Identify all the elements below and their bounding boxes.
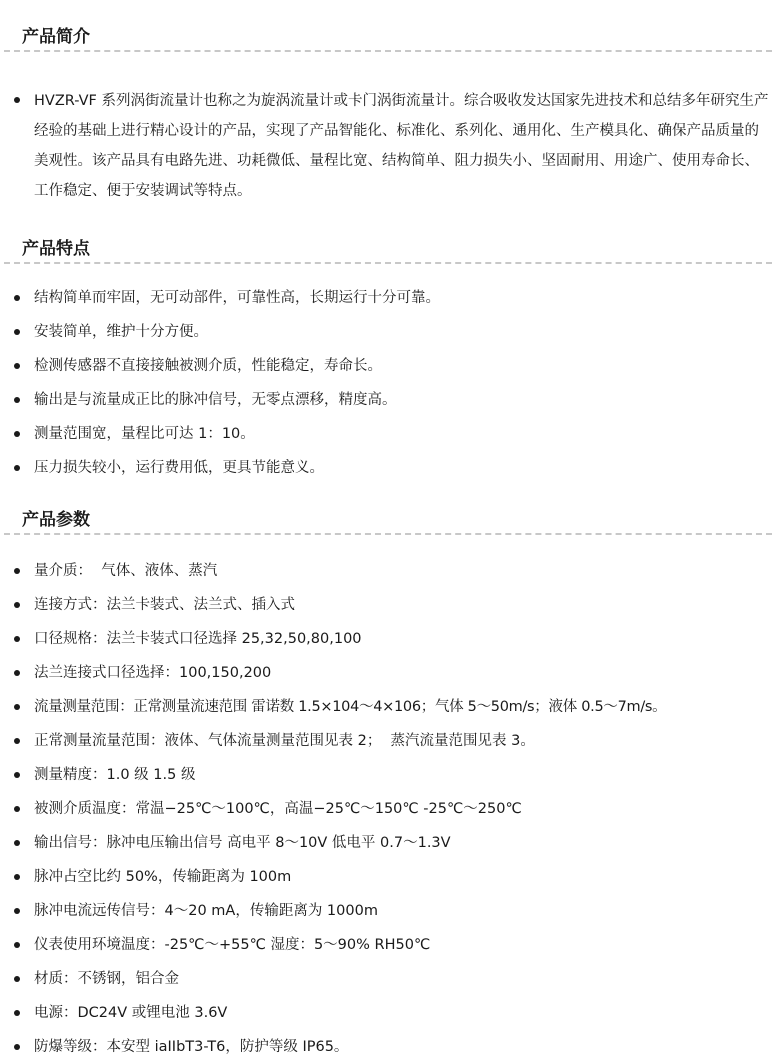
list-item-text: 正常测量流量范围：液体、气体流量测量范围见表 2； 蒸汽流量范围见表 3。 — [34, 733, 535, 749]
bullet-icon — [14, 806, 20, 812]
bullet-icon — [14, 874, 20, 880]
list-item-text: 输出是与流量成正比的脉冲信号，无零点漂移，精度高。 — [34, 392, 397, 408]
bullet-icon — [14, 97, 20, 103]
bullet-icon — [14, 465, 20, 471]
dashed-divider — [4, 533, 772, 535]
list-item — [0, 656, 776, 690]
list-item — [0, 281, 776, 315]
list-item-text: 测量范围宽，量程比可达 1：10。 — [34, 426, 255, 442]
section-product-intro — [0, 0, 776, 208]
list-item — [0, 315, 776, 349]
list-item — [0, 792, 776, 826]
bullet-icon — [14, 840, 20, 846]
bullet-icon — [14, 329, 20, 335]
bullet-icon — [14, 942, 20, 948]
dashed-divider — [4, 262, 772, 264]
bullet-icon — [14, 1044, 20, 1050]
list-item-text: 被测介质温度：常温−25℃～100℃，高温−25℃～150℃ -25℃～250℃ — [34, 801, 522, 817]
bullet-icon — [14, 363, 20, 369]
section-product-features — [0, 236, 776, 485]
section-product-parameters — [0, 507, 776, 1064]
bullet-icon — [14, 431, 20, 437]
list-item — [0, 349, 776, 383]
list-item — [0, 860, 776, 894]
list-item — [0, 758, 776, 792]
list-item-text: 防爆等级：本安型 iaIIbT3-T6，防护等级 IP65。 — [34, 1039, 349, 1055]
list-item — [0, 84, 776, 208]
list-item — [0, 928, 776, 962]
list-item — [0, 451, 776, 485]
list-item — [0, 1030, 776, 1064]
bullet-icon — [14, 976, 20, 982]
list-item-text: 压力损失较小，运行费用低，更具节能意义。 — [34, 460, 324, 476]
list-item — [0, 417, 776, 451]
list-item-text: 口径规格：法兰卡装式口径选择 25,32,50,80,100 — [34, 631, 362, 647]
list-item-text: 输出信号：脉冲电压输出信号 高电平 8～10V 低电平 0.7～1.3V — [34, 835, 451, 851]
dashed-divider — [4, 50, 772, 52]
list-item-text: 测量精度：1.0 级 1.5 级 — [34, 767, 196, 783]
section-heading: 产品简介 — [22, 27, 90, 47]
list-item — [0, 554, 776, 588]
list-item — [0, 690, 776, 724]
bullet-icon — [14, 295, 20, 301]
section-heading: 产品特点 — [22, 239, 90, 259]
bullet-icon — [14, 670, 20, 676]
list-item-text: 安装简单，维护十分方便。 — [34, 324, 208, 340]
list-item-text: 电源：DC24V 或锂电池 3.6V — [34, 1005, 228, 1021]
list-item-text: 流量测量范围：正常测量流速范围 雷诺数 1.5×104～4×106；气体 5～50m/s；液体 0.5～7m/s。 — [34, 699, 667, 715]
bullet-icon — [14, 738, 20, 744]
list-item-text: 连接方式：法兰卡装式、法兰式、插入式 — [34, 597, 295, 613]
list-item — [0, 724, 776, 758]
list-item-text: 脉冲占空比约 50%，传输距离为 100m — [34, 869, 292, 885]
list-item-text: 材质：不锈钢，铝合金 — [34, 971, 179, 987]
list-item-text: 仪表使用环境温度：-25℃～+55℃ 湿度：5～90% RH50℃ — [34, 937, 431, 953]
list-item-text: 脉冲电流远传信号：4～20 mA，传输距离为 1000m — [34, 903, 378, 919]
list-item — [0, 826, 776, 860]
section-heading: 产品参数 — [22, 510, 90, 530]
list-item — [0, 588, 776, 622]
features-list — [0, 281, 776, 485]
list-item — [0, 622, 776, 656]
bullet-icon — [14, 908, 20, 914]
intro-list — [0, 84, 776, 208]
bullet-icon — [14, 602, 20, 608]
list-item-text: 法兰连接式口径选择：100,150,200 — [34, 665, 272, 681]
list-item-text: 量介质： 气体、液体、蒸汽 — [34, 563, 218, 579]
list-item-text: 结构简单而牢固，无可动部件，可靠性高，长期运行十分可靠。 — [34, 290, 440, 306]
bullet-icon — [14, 568, 20, 574]
list-item — [0, 962, 776, 996]
parameters-list — [0, 554, 776, 1064]
list-item — [0, 996, 776, 1030]
list-item — [0, 383, 776, 417]
bullet-icon — [14, 636, 20, 642]
list-item-text: 检测传感器不直接接触被测介质，性能稳定，寿命长。 — [34, 358, 382, 374]
bullet-icon — [14, 1010, 20, 1016]
list-item — [0, 894, 776, 928]
bullet-icon — [14, 397, 20, 403]
bullet-icon — [14, 772, 20, 778]
bullet-icon — [14, 704, 20, 710]
list-item-text: HVZR-VF 系列涡街流量计也称之为旋涡流量计或卡门涡街流量计。综合吸收发达国家先进技术和总结多年研究生产经验的基础上进行精心设计的产品，实现了产品智能化、标准化、系列化、通用化、生产模具化、确保产品质量的美观性。该产品具有电路先进、功耗微低、量程比宽、结构简单、阻力损失小、坚固耐用、用途广、使用寿命长、工作稳定、便于安装调试等特点。 — [34, 93, 769, 199]
